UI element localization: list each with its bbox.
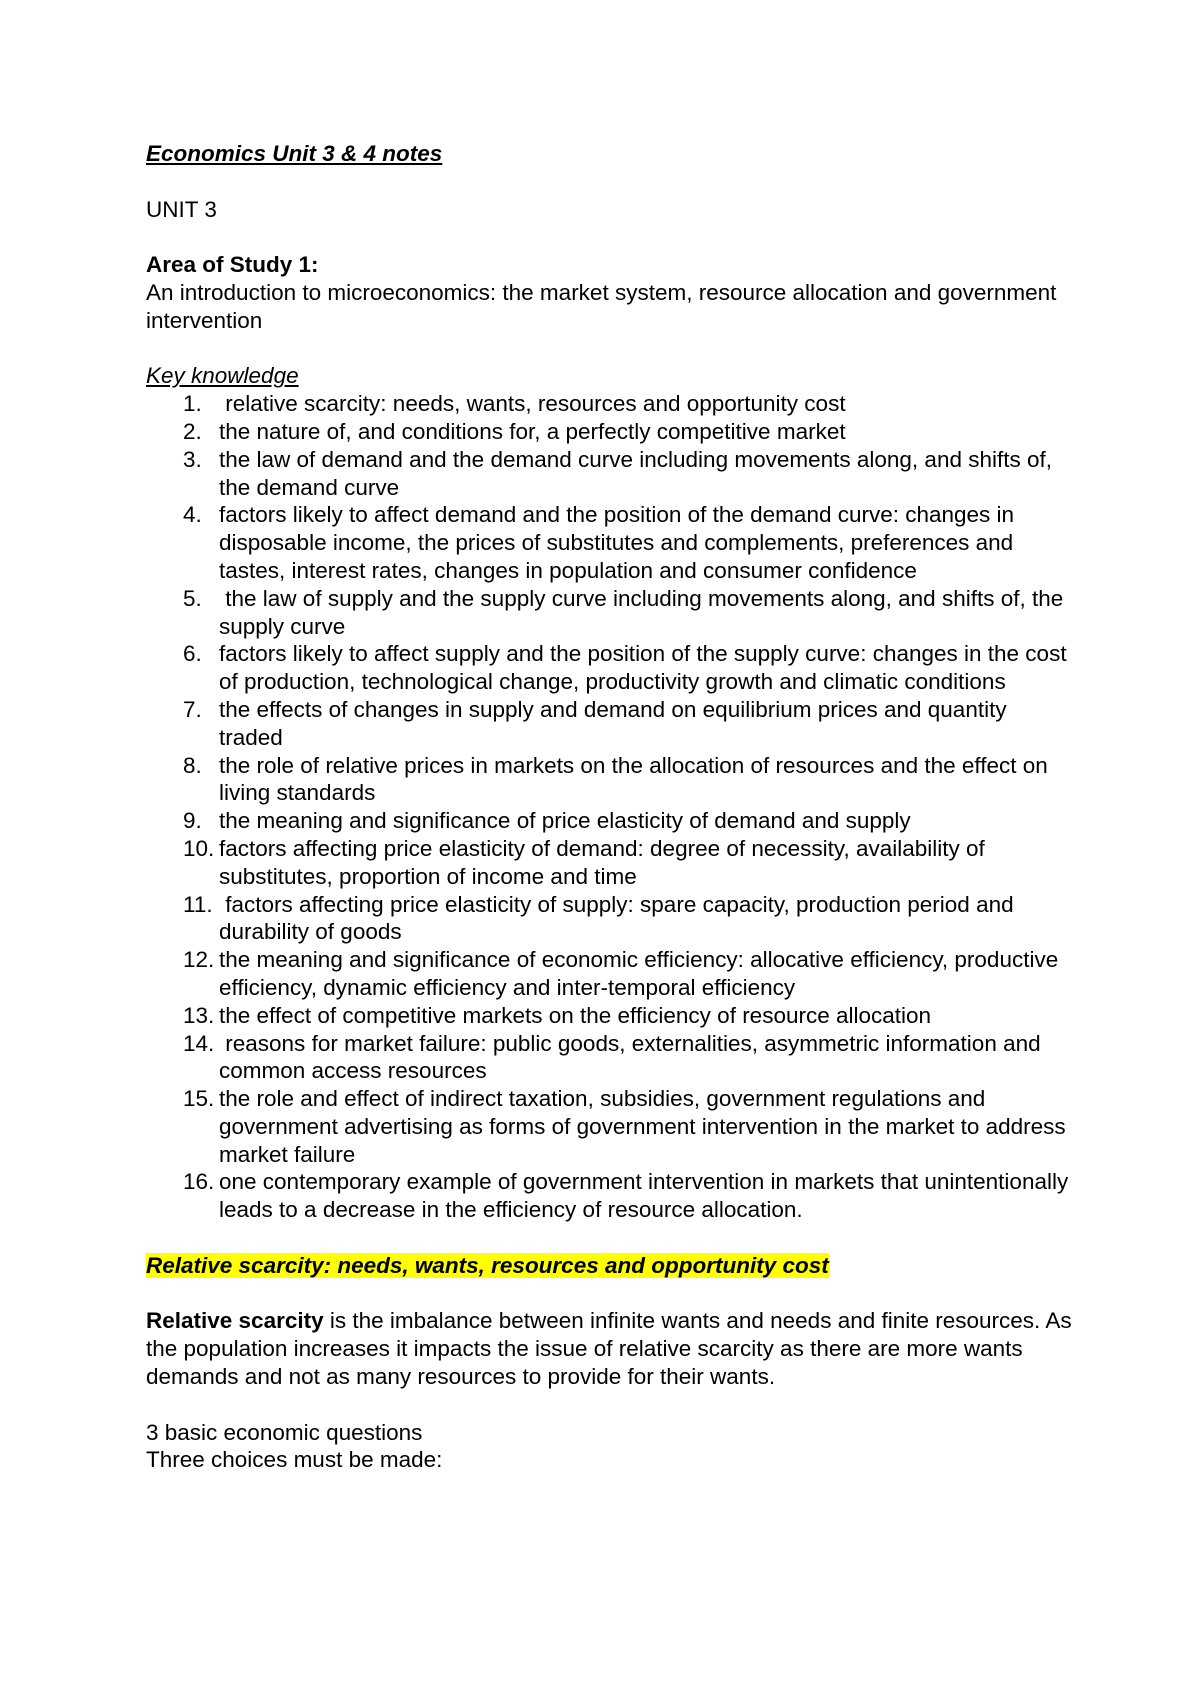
list-number: 2. <box>183 418 202 444</box>
key-knowledge-item <box>146 585 1076 641</box>
unit-heading: UNIT 3 <box>146 196 217 222</box>
list-item-text: the role of relative prices in markets on the allocation of resources and the effect on living standards <box>219 752 1055 806</box>
key-knowledge-item <box>146 752 1076 808</box>
spacer <box>146 335 1076 363</box>
key-knowledge-item <box>146 390 1076 418</box>
key-knowledge-item <box>146 1085 1076 1168</box>
list-item-text: reasons for market failure: public goods, externalities, asymmetric information and common access resources <box>219 1030 1047 1084</box>
section-heading-highlighted: Relative scarcity: needs, wants, resources and opportunity cost <box>146 1252 829 1278</box>
list-item-text: the role and effect of indirect taxation, subsidies, government regulations and government advertising as forms of government intervention in the market to address market failure <box>219 1086 1072 1167</box>
key-knowledge-item <box>146 640 1076 696</box>
key-knowledge-heading: Key knowledge <box>146 363 299 389</box>
key-knowledge-item <box>146 891 1076 947</box>
list-number: 8. <box>183 752 202 778</box>
section-heading-wrap <box>146 1252 1076 1280</box>
list-number: 5. <box>183 585 202 611</box>
key-knowledge-item <box>146 696 1076 752</box>
area-description: An introduction to microeconomics: the market system, resource allocation and government intervention <box>146 279 1057 333</box>
key-knowledge-item <box>146 1030 1076 1086</box>
list-item-text: one contemporary example of government intervention in markets that unintentionally leads to a decrease in the efficiency of resource allocation. <box>219 1169 1075 1223</box>
spacer <box>146 1224 1076 1252</box>
key-knowledge-list <box>146 390 1076 1224</box>
scarcity-definition: is the imbalance between infinite wants and needs and finite resources. As the population increases it impacts the issue of relative scarcity as there are more wants demands and not as many resources to provide for their wants. <box>146 1308 1072 1390</box>
list-item-text: relative scarcity: needs, wants, resources and opportunity cost <box>219 391 846 417</box>
list-item-text: the nature of, and conditions for, a perfectly competitive market <box>219 418 846 444</box>
key-knowledge-item <box>146 418 1076 446</box>
list-number: 16. <box>183 1169 215 1195</box>
list-number: 15. <box>183 1086 215 1112</box>
spacer <box>146 1280 1076 1308</box>
spacer <box>146 1391 1076 1419</box>
document-title: Economics Unit 3 & 4 notes <box>146 141 443 166</box>
choices-line: Three choices must be made: <box>146 1447 443 1473</box>
list-number: 9. <box>183 808 202 834</box>
list-number: 12. <box>183 947 215 973</box>
list-item-text: the meaning and significance of economic efficiency: allocative efficiency, productive efficiency, dynamic efficiency and inter-temporal efficiency <box>219 947 1065 1000</box>
basic-questions-heading: 3 basic economic questions <box>146 1419 423 1445</box>
list-number: 1. <box>183 391 202 417</box>
list-number: 11. <box>183 891 213 917</box>
spacer <box>146 168 1076 196</box>
list-number: 10. <box>183 835 215 861</box>
list-number: 3. <box>183 446 202 472</box>
key-knowledge-item <box>146 446 1076 502</box>
document-page <box>146 140 1076 1474</box>
key-knowledge-item <box>146 946 1076 1002</box>
list-number: 6. <box>183 641 202 667</box>
area-heading: Area of Study 1: <box>146 252 319 278</box>
key-knowledge-item <box>146 1002 1076 1030</box>
list-item-text: the law of demand and the demand curve including movements along, and shifts of, the demand curve <box>219 446 1059 500</box>
spacer <box>146 223 1076 251</box>
list-item-text: the effects of changes in supply and demand on equilibrium prices and quantity traded <box>219 696 1013 750</box>
list-number: 13. <box>183 1002 215 1028</box>
list-item-text: the effect of competitive markets on the efficiency of resource allocation <box>219 1002 932 1028</box>
list-item-text: factors affecting price elasticity of supply: spare capacity, production period and durability of goods <box>219 891 1020 945</box>
scarcity-term: Relative scarcity <box>146 1308 324 1334</box>
key-knowledge-item <box>146 501 1076 584</box>
key-knowledge-item <box>146 1168 1076 1224</box>
list-number: 14. <box>183 1030 215 1056</box>
list-item-text: factors affecting price elasticity of demand: degree of necessity, availability of substitutes, proportion of income and time <box>219 835 992 889</box>
list-item-text: the meaning and significance of price elasticity of demand and supply <box>219 808 911 834</box>
key-knowledge-item <box>146 807 1076 835</box>
list-number: 7. <box>183 696 202 722</box>
list-item-text: factors likely to affect supply and the position of the supply curve: changes in the cost of production, technological change, productivity growth and climatic conditions <box>219 641 1073 695</box>
list-item-text: factors likely to affect demand and the position of the demand curve: changes in disposable income, the prices of substitutes and complements, preferences and tastes, interest rates, changes in population and consumer confidence <box>219 502 1021 583</box>
scarcity-paragraph <box>146 1307 1076 1390</box>
key-knowledge-item <box>146 835 1076 891</box>
list-number: 4. <box>183 502 202 528</box>
list-item-text: the law of supply and the supply curve including movements along, and shifts of, the supply curve <box>219 585 1070 639</box>
